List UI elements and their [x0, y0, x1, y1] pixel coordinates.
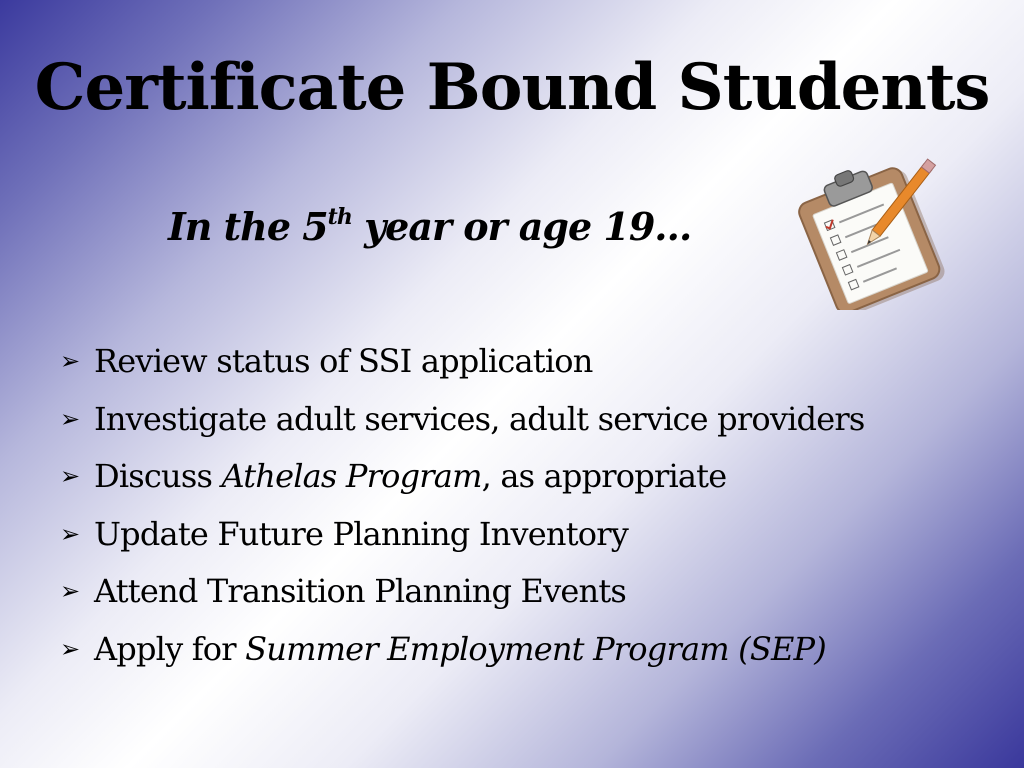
slide-title: Certificate Bound Students: [34, 50, 990, 125]
list-item: [60, 630, 864, 688]
arrow-bullet-icon: ➢: [60, 462, 80, 490]
list-item: [60, 515, 864, 573]
list-item-text: Investigate adult services, adult service providers: [94, 399, 865, 438]
list-item: [60, 457, 864, 515]
list-item: [60, 400, 864, 458]
list-item-text: Review status of SSI application: [94, 342, 593, 380]
program-name: Summer Employment Program (SEP): [245, 629, 826, 668]
program-name: Athelas Program: [221, 457, 482, 495]
list-item-text: Update Future Planning Inventory: [94, 514, 629, 553]
arrow-bullet-icon: ➢: [60, 404, 80, 433]
bullet-list: [60, 342, 864, 687]
clipboard-with-pencil-icon: [782, 140, 952, 310]
arrow-bullet-icon: ➢: [60, 634, 80, 663]
subtitle-suffix: year or age 19…: [351, 204, 692, 249]
list-item-text-before: Discuss: [94, 457, 222, 495]
slide-subtitle: [168, 204, 691, 249]
list-item: [60, 342, 864, 400]
list-item-text-before: Apply for: [94, 629, 246, 668]
list-item-text-after: , as appropriate: [481, 457, 727, 495]
subtitle-prefix: In the 5: [168, 204, 328, 249]
list-item-text: Attend Transition Planning Events: [94, 572, 627, 610]
arrow-bullet-icon: ➢: [60, 577, 80, 605]
list-item-text: [94, 630, 826, 668]
list-item: [60, 572, 864, 630]
arrow-bullet-icon: ➢: [60, 519, 80, 548]
arrow-bullet-icon: ➢: [60, 347, 80, 375]
subtitle-superscript: th: [327, 204, 352, 230]
list-item-text: [94, 457, 726, 495]
